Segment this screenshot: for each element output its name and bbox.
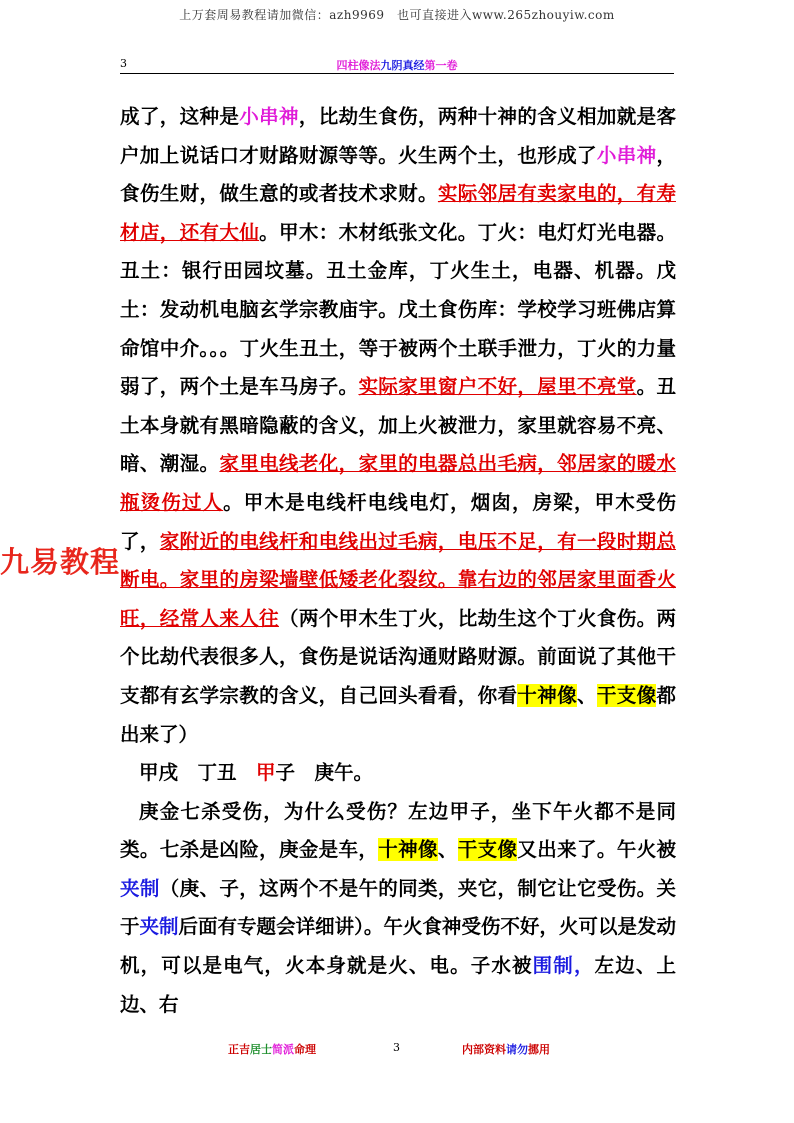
text-run: 子 庚午。	[275, 761, 374, 785]
header-page-number: 3	[120, 57, 127, 70]
text-run: 庚金七杀受伤，为什么受伤？左边甲子，坐下午火都不是同类。七杀是凶险，庚金是车，	[120, 799, 676, 862]
top-note: 上万套周易教程请加微信：azh9969 也可直接进入www.265zhouyiw.com	[179, 8, 615, 22]
footer-left-part: 正吉	[228, 1043, 250, 1056]
text-run: 左边、上边、右	[120, 954, 676, 1016]
fact-underlined: 家里电线老化，家里的电器总出毛病，邻居家的暖水瓶烫伤过人	[120, 452, 676, 514]
fact-underlined: 家附近的电线杆和电线出过毛病，电压不足，有一段时期总断电。家里的房梁墙壁低矮老化裂纹。靠右边的邻居家里面香火旺，经常人来人往	[120, 529, 676, 630]
text-run: （庚、子，这两个不是午的同类，夹它，制它让它受伤。关于	[120, 876, 676, 939]
text-run: 后面有专题会详细讲）。午火食神受伤不好，火可以是发动机，可以是电气，火本身就是火、电。子水被	[120, 915, 676, 978]
footer-page-number: 3	[393, 1041, 400, 1054]
term-blue: 夹制	[120, 876, 160, 900]
paragraph-2-bazi	[120, 754, 676, 793]
header-title	[120, 57, 674, 73]
header-title-part: 九阴真经	[380, 59, 425, 72]
text-run: 。甲木是电线杆电线电灯，烟囱，房梁，甲木受伤了，	[120, 490, 676, 553]
footer-right-part: 内部资料	[462, 1043, 506, 1056]
term-blue: 围制，	[532, 954, 595, 978]
body-text	[120, 98, 676, 1024]
text-run: （两个甲木生丁火，比劫生这个丁火食伤。两个比劫代表很多人，食伤是说话沟通财路财源。前面说了其他干支都有玄学宗教的含义，自己回头看看，你看	[120, 606, 676, 707]
fact-underlined: 实际邻居有卖家电的，有寿材店，还有大仙	[120, 182, 676, 244]
page-footer	[0, 1041, 794, 1057]
text-run: 。丑土本身就有黑暗隐蔽的含义，加上火被泄力，家里就容易不亮、暗、潮湿。	[120, 375, 676, 476]
header-title-part: 四柱像法	[336, 59, 381, 72]
highlight-term: 十神像	[517, 683, 577, 707]
highlight-term: 十神像	[378, 838, 438, 862]
highlight-term: 干支像	[596, 683, 657, 707]
term-pink: 小串神	[239, 105, 299, 128]
footer-left-part: 居士	[250, 1043, 272, 1056]
footer-left-label	[228, 1041, 316, 1057]
footer-right-part: 请勿	[506, 1043, 528, 1056]
highlight-term: 干支像	[457, 838, 518, 862]
text-run: 又出来了。午火被	[517, 838, 676, 862]
footer-left-part: 简派	[272, 1043, 294, 1056]
text-run: ，食伤生财，做生意的或者技术求财。	[120, 143, 676, 206]
text-run: 。甲木：木材纸张文化。丁火：电灯灯光电器。丑土：银行田园坟墓。丑土金库，丁火生土，电器、机器。戊土：发动机电脑玄学宗教庙宇。戊土食伤库：学校学习班佛店算命馆中介。。。丁火生丑土，等于被两个土联手泄力，丁火的力量弱了，两个土是车马房子。	[120, 220, 676, 399]
footer-left-part: 命理	[294, 1043, 316, 1056]
footer-right-part: 挪用	[528, 1043, 550, 1056]
footer-right-label	[462, 1041, 550, 1057]
text-run: 、	[576, 683, 597, 707]
watermark-logo: 九易教程	[0, 545, 121, 579]
text-run: 、	[437, 838, 458, 862]
stem-red: 甲	[256, 761, 276, 785]
text-run: 都出来了）	[120, 683, 676, 746]
paragraph-3	[120, 793, 676, 1025]
text-run: ，比劫生食伤，两种十神的含义相加就是客户加上说话口才财路财源等等。火生两个土，也形成了	[120, 105, 676, 167]
text-run: 成了，这种是	[120, 105, 240, 128]
fact-underlined: 实际家里窗户不好，屋里不亮堂	[358, 375, 637, 399]
term-blue: 夹制	[139, 915, 179, 939]
text-run: 甲戌 丁丑	[139, 761, 257, 785]
header-title-part: 第一卷	[424, 59, 458, 72]
term-pink: 小串神	[596, 143, 657, 167]
page-header	[120, 57, 674, 74]
paragraph-1	[120, 98, 676, 754]
